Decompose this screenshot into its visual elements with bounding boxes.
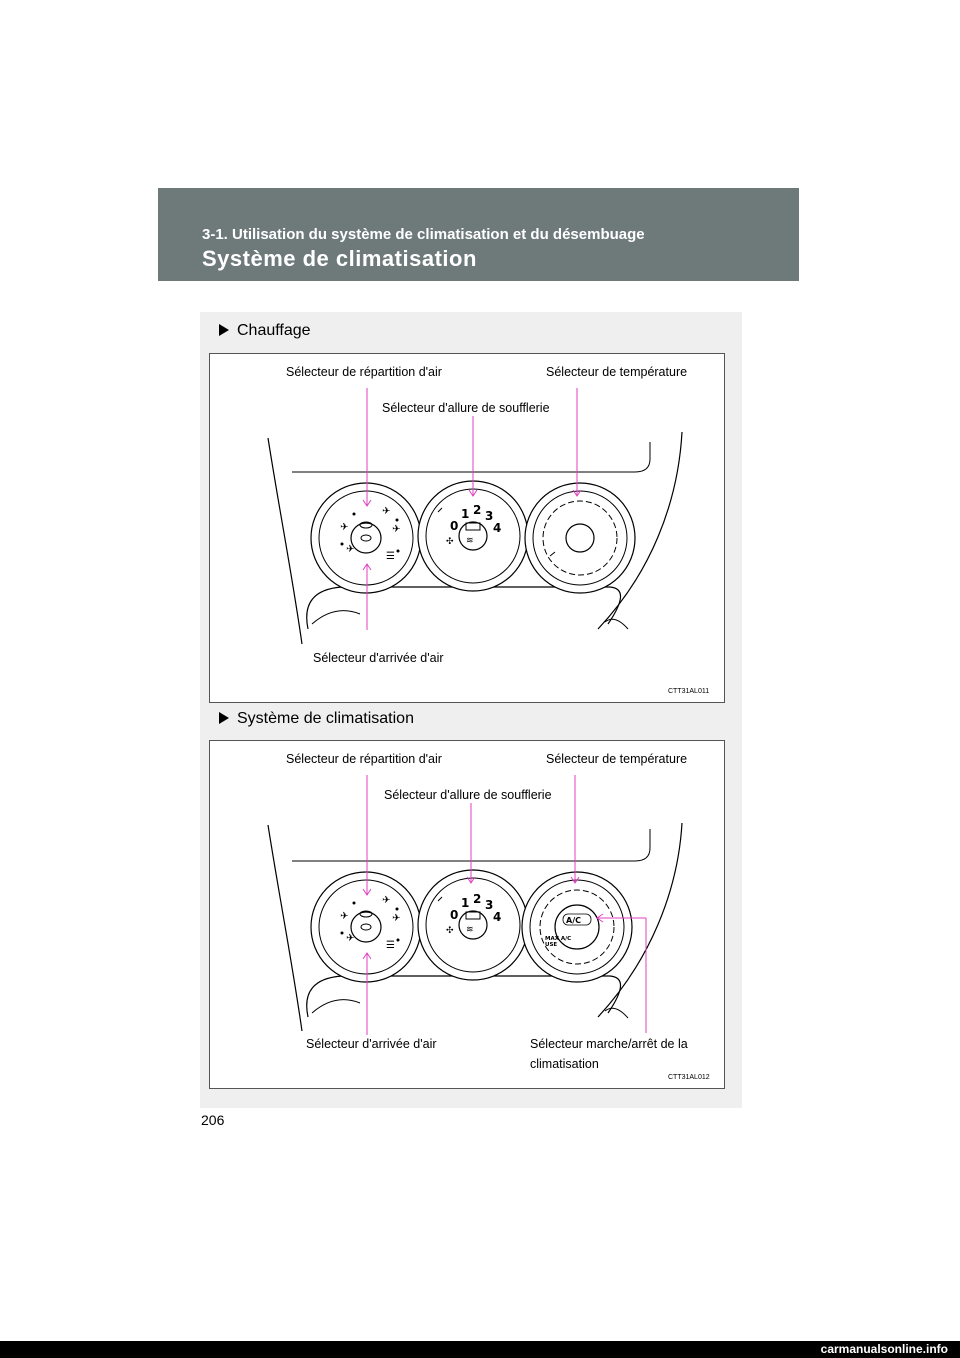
svg-text:✈: ✈ — [392, 524, 401, 535]
svg-text:A/C: A/C — [566, 916, 581, 925]
label-air-distribution: Sélecteur de répartition d'air — [286, 752, 442, 766]
footer-watermark[interactable]: carmanualsonline.info — [820, 1342, 948, 1356]
svg-text:2: 2 — [473, 503, 482, 517]
svg-text:☰: ☰ — [386, 940, 395, 951]
figure-code: CTT31AL011 — [668, 688, 710, 695]
section-title: 3-1. Utilisation du système de climatisation et du désembuage — [202, 226, 645, 243]
footer-bar — [0, 1341, 960, 1358]
svg-text:✣: ✣ — [446, 537, 454, 547]
svg-text:≋: ≋ — [466, 925, 474, 935]
svg-text:3: 3 — [485, 898, 494, 912]
chapter-header — [158, 188, 799, 281]
label-temperature: Sélecteur de température — [546, 752, 688, 766]
page-title: Système de climatisation — [202, 246, 477, 271]
triangle-bullet-icon — [219, 712, 229, 724]
triangle-bullet-icon — [219, 324, 229, 336]
figure-code: CTT31AL012 — [668, 1074, 710, 1081]
page-number: 206 — [201, 1112, 225, 1128]
svg-text:4: 4 — [493, 910, 502, 924]
svg-text:≋: ≋ — [466, 536, 474, 546]
svg-text:✈: ✈ — [340, 522, 349, 533]
label-ac-switch-line1: Sélecteur marche/arrêt de la — [530, 1037, 688, 1051]
label-temperature: Sélecteur de température — [546, 365, 688, 379]
svg-text:✈: ✈ — [392, 913, 401, 924]
svg-text:✈: ✈ — [346, 544, 355, 555]
svg-text:☰: ☰ — [386, 551, 395, 562]
label-ac-switch-line2: climatisation — [530, 1057, 599, 1071]
svg-text:✈: ✈ — [382, 506, 391, 517]
section-heading-heating: Chauffage — [219, 322, 311, 340]
svg-text:USE: USE — [545, 942, 558, 948]
svg-text:MAX A/C: MAX A/C — [545, 936, 572, 942]
svg-text:1: 1 — [461, 896, 470, 910]
label-fan-speed: Sélecteur d'allure de soufflerie — [382, 401, 550, 415]
svg-text:1: 1 — [461, 507, 470, 521]
svg-text:4: 4 — [493, 521, 502, 535]
svg-text:✈: ✈ — [340, 911, 349, 922]
ac-figure — [209, 740, 725, 1089]
svg-text:0: 0 — [450, 908, 459, 922]
svg-text:✈: ✈ — [346, 933, 355, 944]
svg-text:2: 2 — [473, 892, 482, 906]
svg-text:✈: ✈ — [382, 895, 391, 906]
heating-figure — [209, 353, 725, 703]
svg-text:3: 3 — [485, 509, 494, 523]
label-air-distribution: Sélecteur de répartition d'air — [286, 365, 442, 379]
label-fan-speed: Sélecteur d'allure de soufflerie — [384, 788, 552, 802]
label-air-intake: Sélecteur d'arrivée d'air — [306, 1037, 437, 1051]
section-heading-ac: Système de climatisation — [219, 710, 414, 728]
svg-text:✣: ✣ — [446, 926, 454, 936]
label-air-intake: Sélecteur d'arrivée d'air — [313, 651, 444, 665]
svg-text:0: 0 — [450, 519, 459, 533]
